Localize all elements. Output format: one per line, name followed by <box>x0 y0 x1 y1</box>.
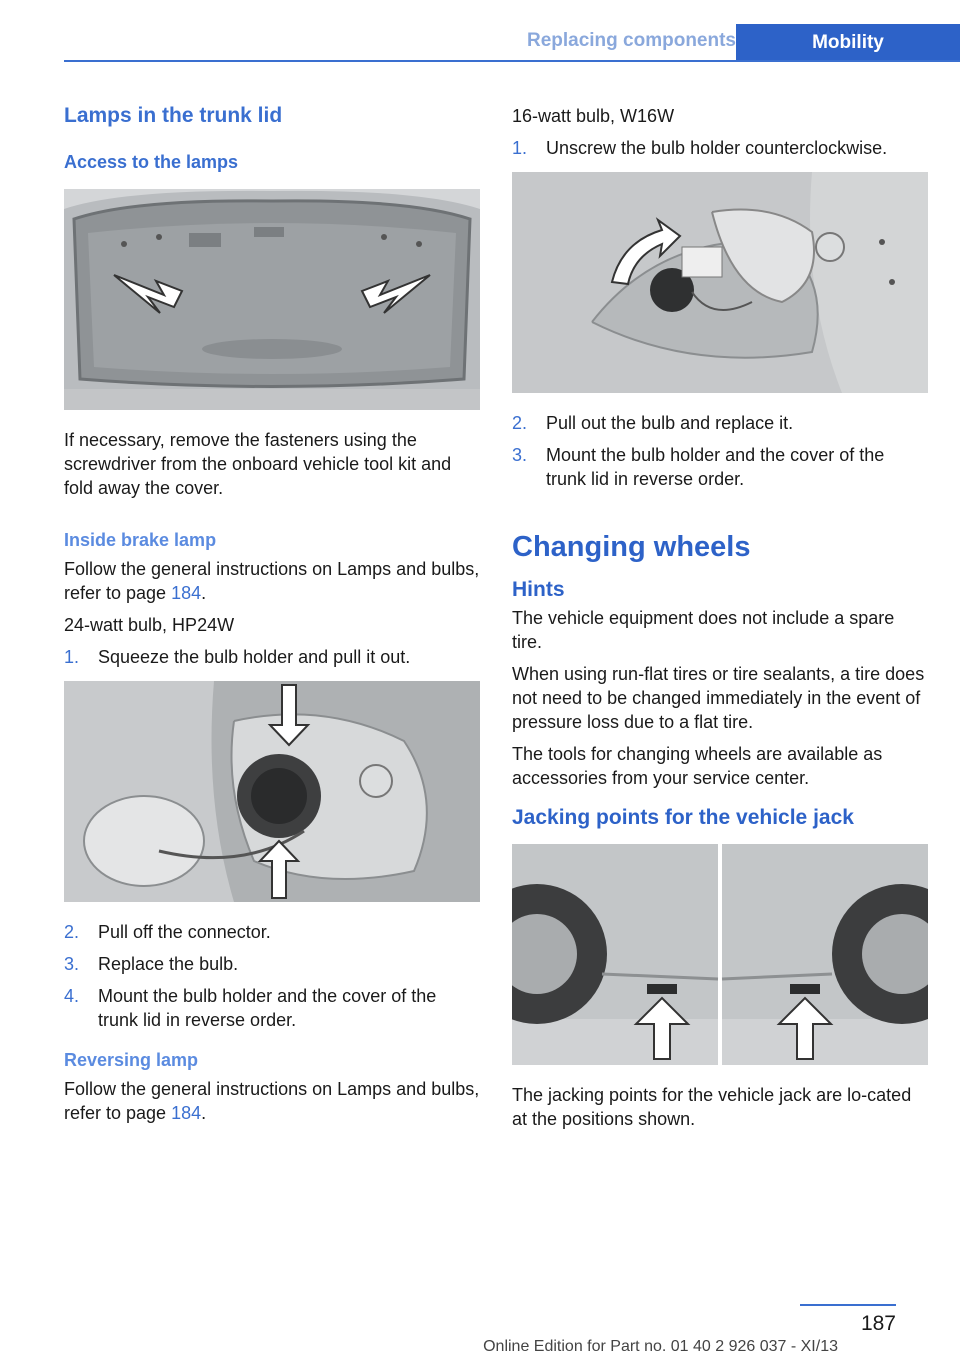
brake-instructions <box>64 557 480 605</box>
footer-rule <box>800 1304 896 1306</box>
brake-steps-list-b <box>64 920 480 1032</box>
jacking-points-heading: Jacking points for the vehicle jack <box>512 806 854 829</box>
list-item <box>512 136 928 160</box>
brake-bulb-type: 24-watt bulb, HP24W <box>64 615 235 635</box>
list-item <box>64 645 480 669</box>
reversing-text-end: . <box>201 1103 207 1123</box>
trunk-lid-figure <box>64 189 480 410</box>
list-item <box>64 920 480 944</box>
brake-text: Follow the general instructions on Lamps and bulbs, refer to page <box>64 559 480 603</box>
step-number: 3. <box>512 445 528 465</box>
reversing-steps-list-b <box>512 411 928 491</box>
step-text: Pull off the connector. <box>98 922 271 942</box>
page-header <box>64 24 960 62</box>
list-item <box>512 411 928 435</box>
brake-steps-list-a <box>64 645 480 669</box>
reversing-lamp-heading: Reversing lamp <box>64 1050 199 1070</box>
step-text: Pull out the bulb and replace it. <box>546 413 794 433</box>
step-number: 3. <box>64 954 80 974</box>
step-number: 1. <box>64 647 80 667</box>
jacking-points-text: The jacking points for the vehicle jack are lo-cated at the positions shown. <box>512 1085 912 1129</box>
access-instructions: If necessary, remove the fasteners using the screwdriver from the onboard vehicle tool kit and fold away the cover. <box>64 430 452 498</box>
hints-paragraph-3: The tools for changing wheels are available as accessories from your service center. <box>512 744 883 788</box>
header-rule <box>64 60 960 62</box>
step-text: Unscrew the bulb holder counterclockwise. <box>546 138 888 158</box>
reversing-bulb-figure <box>512 172 928 393</box>
step-number: 1. <box>512 138 528 158</box>
step-number: 4. <box>64 986 80 1006</box>
hints-paragraph-1: The vehicle equipment does not include a spare tire. <box>512 608 895 652</box>
reversing-bulb-type: 16-watt bulb, W16W <box>512 106 675 126</box>
access-lamps-heading: Access to the lamps <box>64 152 239 172</box>
reversing-text: Follow the general instructions on Lamps and bulbs, refer to page <box>64 1079 480 1123</box>
inside-brake-lamp-heading: Inside brake lamp <box>64 530 217 550</box>
header-section-title: Replacing components <box>526 30 736 51</box>
right-column <box>512 100 928 1139</box>
jacking-points-figure <box>512 844 928 1065</box>
page-ref-link[interactable]: 184 <box>171 1103 202 1123</box>
left-column <box>64 100 480 1133</box>
hints-heading: Hints <box>512 578 565 601</box>
changing-wheels-heading: Changing wheels <box>512 531 751 563</box>
page-number: 187 <box>860 1312 896 1335</box>
brake-text-end: . <box>201 583 207 603</box>
list-item <box>512 443 928 491</box>
hints-paragraph-2: When using run-flat tires or tire sealants, a tire does not need to be changed immediately in the event of pressure loss due to a flat tire. <box>512 664 925 732</box>
reversing-steps-list-a <box>512 136 928 160</box>
step-number: 2. <box>512 413 528 433</box>
brake-bulb-holder-figure <box>64 681 480 902</box>
step-text: Squeeze the bulb holder and pull it out. <box>98 647 411 667</box>
list-item <box>64 984 480 1032</box>
step-text: Mount the bulb holder and the cover of the trunk lid in reverse order. <box>546 445 885 489</box>
lamps-trunk-lid-heading: Lamps in the trunk lid <box>64 104 283 127</box>
step-text: Mount the bulb holder and the cover of the trunk lid in reverse order. <box>98 986 437 1030</box>
page-ref-link[interactable]: 184 <box>171 583 202 603</box>
list-item <box>64 952 480 976</box>
step-number: 2. <box>64 922 80 942</box>
step-text: Replace the bulb. <box>98 954 239 974</box>
header-chapter-tab: Mobility <box>736 24 960 62</box>
page-footer <box>0 1304 896 1354</box>
reversing-instructions <box>64 1077 480 1125</box>
edition-line: Online Edition for Part no. 01 40 2 926 037 - XI/13 <box>483 1338 838 1355</box>
